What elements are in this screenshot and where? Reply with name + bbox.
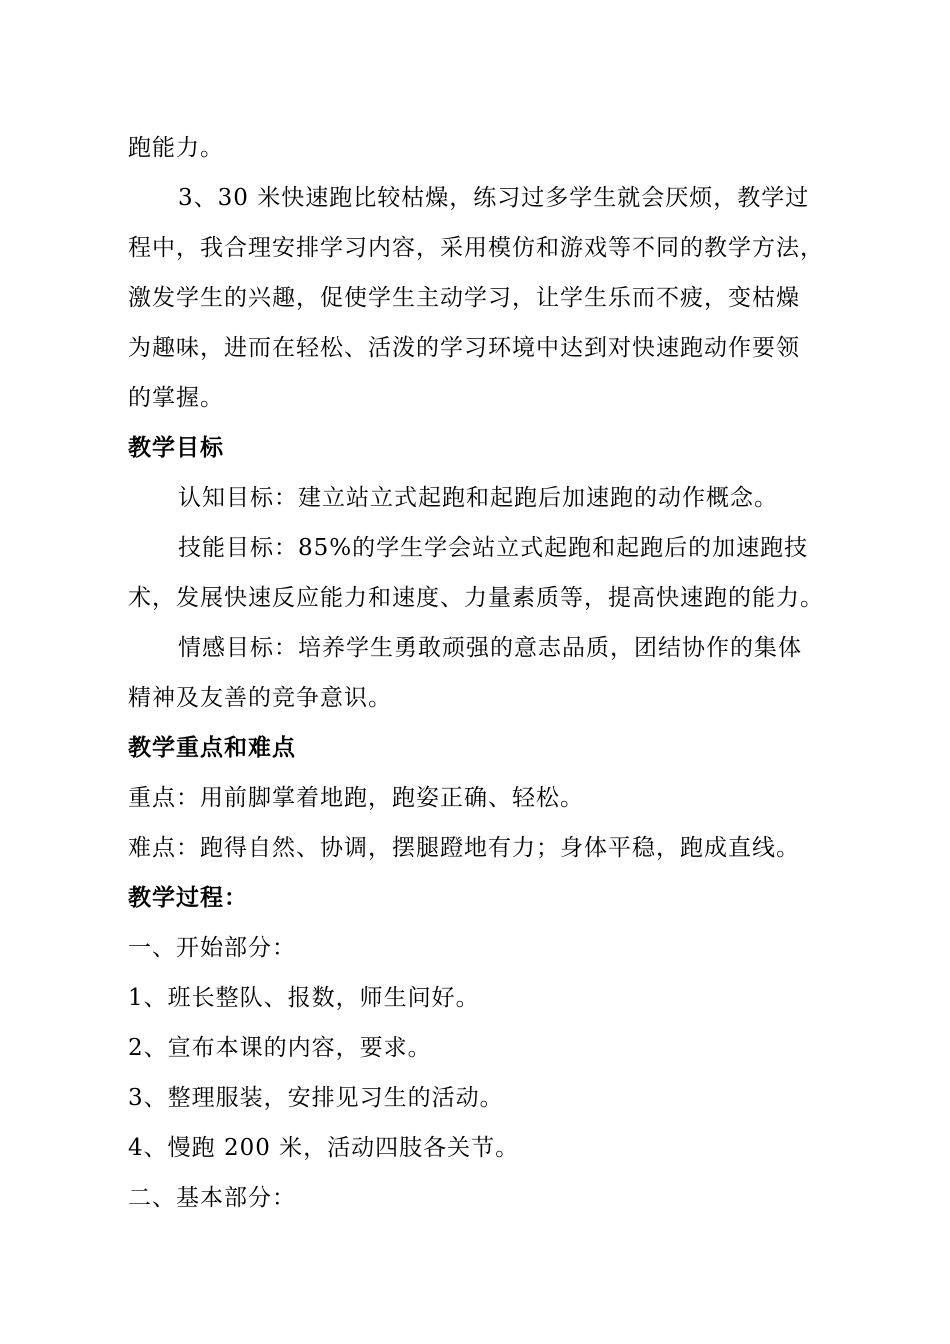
heading-teaching-process: 教学过程：	[128, 885, 248, 911]
goal-skill-line-2: 术，发展快速反应能力和速度、力量素质等，提高快速跑的能力。	[128, 585, 824, 611]
continuation-line: 跑能力。	[128, 135, 224, 161]
goal-skill-line-1: 技能目标：85%的学生学会站立式起跑和起跑后的加速跑技	[178, 535, 809, 561]
paragraph-3-line-2: 程中，我合理安排学习内容，采用模仿和游戏等不同的教学方法，	[128, 235, 824, 261]
goal-emotion-line-1: 情感目标：培养学生勇敢顽强的意志品质，团结协作的集体	[178, 635, 802, 661]
part-1-item-1: 1、班长整队、报数，师生问好。	[128, 985, 480, 1011]
part-1-item-2: 2、宣布本课的内容，要求。	[128, 1035, 432, 1061]
part-1-item-3: 3、整理服装，安排见习生的活动。	[128, 1085, 504, 1111]
paragraph-3-line-5: 的掌握。	[128, 385, 224, 411]
paragraph-3-line-3: 激发学生的兴趣，促使学生主动学习，让学生乐而不疲，变枯燥	[128, 285, 800, 311]
part-1-item-4: 4、慢跑 200 米，活动四肢各关节。	[128, 1135, 520, 1161]
part-2-title: 二、基本部分：	[128, 1185, 296, 1211]
heading-key-points: 教学重点和难点	[128, 735, 296, 761]
paragraph-3-line-4: 为趣味，进而在轻松、活泼的学习环境中达到对快速跑动作要领	[128, 335, 800, 361]
key-point-line: 重点：用前脚掌着地跑，跑姿正确、轻松。	[128, 785, 584, 811]
paragraph-3-line-1: 3、30 米快速跑比较枯燥，练习过多学生就会厌烦，教学过	[178, 185, 810, 211]
goal-emotion-line-2: 精神及友善的竞争意识。	[128, 685, 392, 711]
goal-cognitive: 认知目标：建立站立式起跑和起跑后加速跑的动作概念。	[178, 485, 778, 511]
difficulty-line: 难点：跑得自然、协调，摆腿蹬地有力；身体平稳，跑成直线。	[128, 835, 800, 861]
heading-teaching-goals: 教学目标	[128, 435, 224, 461]
part-1-title: 一、开始部分：	[128, 935, 296, 961]
